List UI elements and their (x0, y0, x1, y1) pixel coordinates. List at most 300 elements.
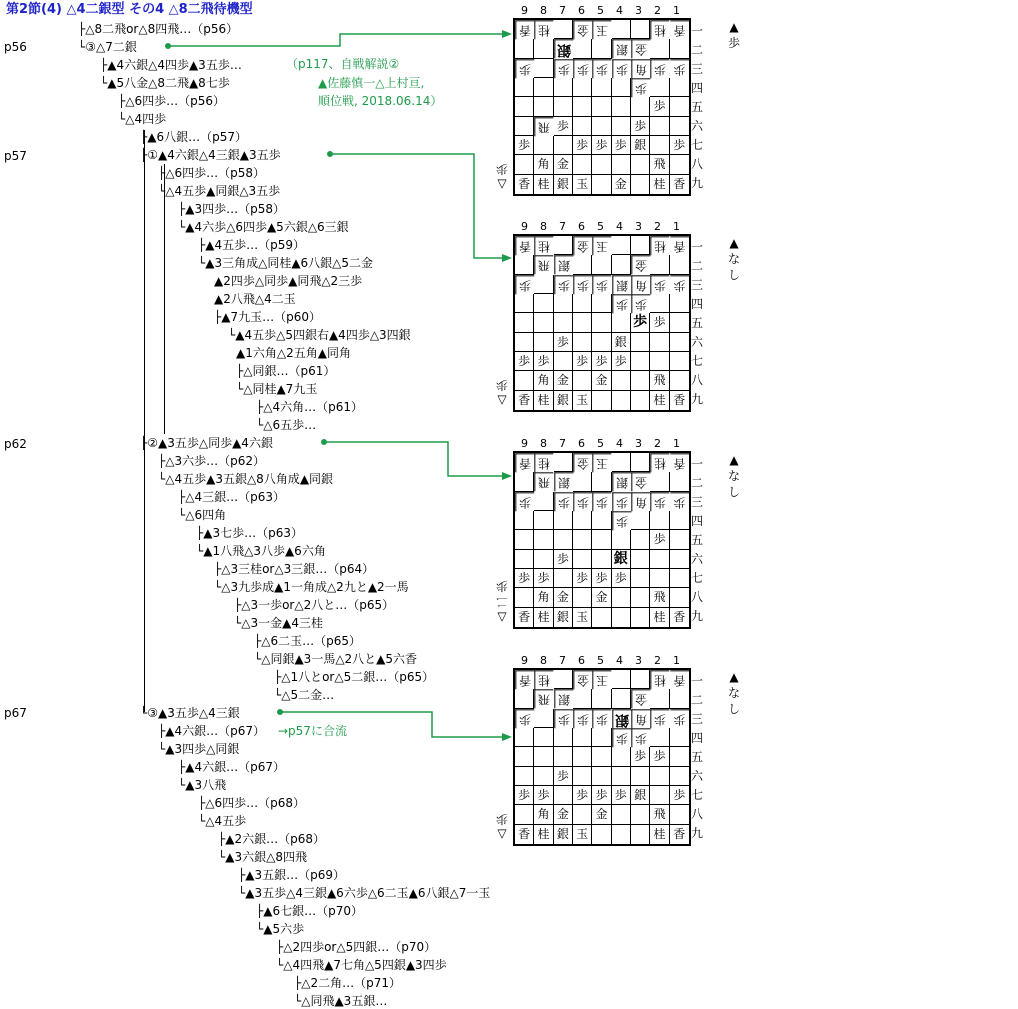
board-square: 歩 (631, 117, 650, 136)
board-square: 歩 (670, 136, 689, 155)
tree-line: ├△8二飛or△8四飛…（p56） (78, 22, 239, 36)
tree-line: ├△3三桂or△3三銀…（p64） (214, 562, 375, 576)
board-square (612, 805, 631, 824)
board-square (612, 313, 631, 332)
board-square: 歩 (592, 492, 611, 511)
gote-hand-piece: 歩 (496, 378, 509, 392)
board-square: 歩 (612, 294, 631, 313)
board-square (612, 255, 631, 274)
board-square: 歩 (573, 786, 592, 805)
board-square (554, 747, 573, 766)
board-square (592, 294, 611, 313)
board-square (515, 155, 534, 174)
tree-line: ├△6四歩…（p58） (158, 166, 265, 180)
board-square: 飛 (534, 472, 553, 491)
board-square: 飛 (534, 117, 553, 136)
board-square (515, 689, 534, 708)
board-row-number: 七 (691, 788, 704, 802)
board-square: 桂 (534, 391, 553, 410)
board-row-number: 四 (691, 731, 704, 745)
board-square: 歩 (612, 352, 631, 371)
board-square: 銀 (612, 472, 631, 491)
sente-hand-piece: な (727, 686, 740, 700)
tree-line: └△同銀▲3一馬△2八と▲5六香 (254, 652, 418, 666)
board-square (573, 588, 592, 607)
tree-line: └③▲3五歩△4三銀 (140, 706, 240, 720)
board-square: 歩 (631, 78, 650, 97)
board-square: 歩 (554, 709, 573, 728)
board-square: 玉 (573, 391, 592, 410)
tree-line: ├▲2六銀…（p68） (218, 832, 325, 846)
board-square: 歩 (612, 492, 631, 511)
board-square (573, 117, 592, 136)
tree-line: └▲5八金△8二飛▲8七歩 (100, 76, 230, 90)
board-square (592, 550, 611, 569)
board-square: 玉 (592, 236, 611, 255)
board-square: 桂 (650, 391, 669, 410)
board-column-number: 8 (540, 654, 547, 667)
tree-line: └△4五歩 (198, 814, 247, 828)
board-square (515, 78, 534, 97)
board-square (515, 39, 534, 58)
board-square: 歩 (592, 709, 611, 728)
board-square (592, 78, 611, 97)
board-square (573, 805, 592, 824)
board-square (515, 550, 534, 569)
board-square (554, 78, 573, 97)
board-square (650, 352, 669, 371)
board-square: 桂 (534, 20, 553, 39)
board-square: 玉 (573, 175, 592, 194)
board-square (592, 333, 611, 352)
board-square: 歩 (612, 569, 631, 588)
board-square (612, 453, 631, 472)
board-square (612, 530, 631, 549)
board-row-number: 二 (691, 476, 704, 490)
board-square: 銀 (631, 786, 650, 805)
board-column-number: 8 (540, 220, 547, 233)
board-square (650, 294, 669, 313)
board-square (650, 255, 669, 274)
note-players: ▲佐藤慎一△上村亘, (318, 76, 425, 90)
board-square (554, 569, 573, 588)
board-square: 飛 (650, 588, 669, 607)
board-square (612, 689, 631, 708)
arrowhead-4 (502, 733, 512, 741)
board-square (534, 333, 553, 352)
board-square (670, 333, 689, 352)
board-square: 歩 (631, 728, 650, 747)
board-row-number: 三 (691, 712, 704, 726)
board-square (650, 550, 669, 569)
board-square (670, 511, 689, 530)
connector-dot-4 (277, 709, 283, 715)
board-square (534, 275, 553, 294)
board-square: 香 (673, 826, 686, 841)
board-row-number: 三 (691, 278, 704, 292)
board-square (650, 39, 669, 58)
board-square (670, 747, 689, 766)
tree-line: ├△1八とor△5二銀…（p65） (274, 670, 435, 684)
board-square: 桂 (650, 453, 669, 472)
board-square (592, 530, 611, 549)
board-square (592, 728, 611, 747)
board-square: 歩 (534, 786, 553, 805)
tree-line: ├△4六角…（p61） (256, 400, 363, 414)
tree-line: ├▲3四歩…（p58） (178, 202, 285, 216)
board-row-number: 七 (691, 138, 704, 152)
board-row-number: 六 (691, 335, 704, 349)
board-square (573, 78, 592, 97)
board-square: 銀 (554, 472, 573, 491)
page-label-p56: p56 (4, 40, 27, 54)
board-square (670, 472, 689, 491)
tree-line: └▲5六歩 (256, 922, 305, 936)
board-square: 歩 (612, 786, 631, 805)
board-square: 歩 (554, 767, 573, 786)
tree-line: └▲4六歩△6四歩▲5六銀△6三銀 (178, 220, 349, 234)
board-square (515, 530, 534, 549)
gote-hand-piece: 歩 (496, 812, 509, 826)
sente-hand-piece: ▲ (729, 20, 739, 34)
board-row-number: 九 (691, 826, 704, 840)
board-column-number: 5 (597, 437, 604, 450)
board-square: 歩 (612, 59, 631, 78)
tree-line: ├▲6八銀…（p57） (140, 130, 247, 144)
board-square (670, 352, 689, 371)
board-square: 歩 (650, 530, 669, 549)
board-square (631, 825, 650, 844)
board-square (573, 155, 592, 174)
board-square: 角 (534, 155, 553, 174)
board-square (650, 569, 669, 588)
board-row-number: 一 (691, 674, 704, 688)
board-square: 飛 (534, 255, 553, 274)
board-square (534, 78, 553, 97)
board-square (515, 767, 534, 786)
page-label-p67: p67 (4, 706, 27, 720)
board-square: 金 (592, 371, 611, 390)
board-column-number: 6 (578, 654, 585, 667)
board-square: 玉 (592, 20, 611, 39)
connector-3 (324, 442, 506, 476)
board-square: 金 (554, 588, 573, 607)
board-square (515, 333, 534, 352)
board-square (631, 767, 650, 786)
connector-dot-2 (327, 151, 333, 157)
board-row-number: 二 (691, 43, 704, 57)
board-square (631, 805, 650, 824)
board-square: 銀 (554, 391, 573, 410)
board-square: 銀 (631, 136, 650, 155)
board-square (554, 786, 573, 805)
board-square: 金 (554, 805, 573, 824)
board-square (631, 670, 650, 689)
board-square (592, 472, 611, 491)
board-row-number: 六 (691, 119, 704, 133)
board-column-number: 1 (673, 220, 680, 233)
board-column-number: 7 (559, 220, 566, 233)
board-square: 桂 (650, 825, 669, 844)
board-square: 銀 (554, 825, 573, 844)
board-square: 歩 (592, 136, 611, 155)
board-square (670, 569, 689, 588)
board-square: 歩 (554, 117, 573, 136)
board-square: 桂 (534, 825, 553, 844)
tree-line: ├▲3五銀…（p69） (238, 868, 345, 882)
board-square (612, 117, 631, 136)
board-row-number: 八 (691, 373, 704, 387)
board-square: 香 (673, 392, 686, 407)
board-square: 桂 (650, 670, 669, 689)
board-square: 香 (515, 670, 534, 689)
board-square (573, 767, 592, 786)
board-square: 金 (592, 805, 611, 824)
tree-line: └▲1八飛△3八歩▲6六角 (196, 544, 326, 558)
board-square: 歩 (554, 492, 573, 511)
board-square (534, 709, 553, 728)
board-square: 銀 (612, 550, 631, 569)
board-square: 金 (631, 472, 650, 491)
tree-line: └△4四飛▲7七角△5四銀▲3四歩 (276, 958, 447, 972)
board-column-number: 8 (540, 437, 547, 450)
arrowhead-1 (502, 30, 512, 38)
board-square: 銀 (612, 333, 631, 352)
board-square: 香 (515, 175, 534, 194)
tree-line: ▲1六角△2五角▲同角 (236, 346, 351, 360)
board-square: 歩 (515, 352, 534, 371)
board-square (534, 294, 553, 313)
board-square (592, 97, 611, 116)
board-square (650, 767, 669, 786)
board-square (670, 39, 689, 58)
board-square: 玉 (592, 453, 611, 472)
board-square: 桂 (650, 175, 669, 194)
board-square (592, 689, 611, 708)
board-square (534, 550, 553, 569)
board-square: 香 (515, 236, 534, 255)
tree-line: ├△2四歩or△5四銀…（p70） (276, 940, 437, 954)
board-square (670, 313, 689, 332)
board-square: 歩 (573, 275, 592, 294)
board-square: 歩 (612, 136, 631, 155)
sente-hand-piece: し (727, 702, 740, 716)
tree-line: └△4五歩▲3五銀△8八角成▲同銀 (158, 472, 334, 486)
board-column-number: 5 (597, 4, 604, 17)
board-square: 歩 (650, 492, 669, 511)
board-column-number: 3 (635, 654, 642, 667)
tree-line: └▲3四歩△同銀 (158, 742, 240, 756)
board-square: 歩 (515, 492, 534, 511)
tree-line: ├△3六歩…（p62） (158, 454, 265, 468)
sente-hand-piece: し (727, 485, 740, 499)
tree-line: └△3一金▲4三桂 (234, 616, 323, 630)
board-column-number: 4 (616, 4, 623, 17)
board-square (670, 588, 689, 607)
board-square (650, 689, 669, 708)
page-label-p57: p57 (4, 149, 27, 163)
board-square (515, 511, 534, 530)
tree-line: ├△3一歩or△2八と…（p65） (234, 598, 395, 612)
tree-line: ▲2八飛△4二玉 (214, 292, 296, 306)
board-square (670, 371, 689, 390)
board-square: 歩 (670, 786, 689, 805)
board-square (670, 689, 689, 708)
board-column-number: 4 (616, 654, 623, 667)
arrowhead-3 (502, 472, 512, 480)
board-square (592, 313, 611, 332)
board-row-number: 五 (691, 316, 704, 330)
board-square: 歩 (573, 136, 592, 155)
board-square: 歩 (650, 709, 669, 728)
board-square: 飛 (650, 155, 669, 174)
board-square (631, 155, 650, 174)
board-square (515, 117, 534, 136)
board-square: 銀 (612, 709, 631, 728)
board-square: 歩 (573, 569, 592, 588)
board-square (650, 333, 669, 352)
board-square: 歩 (631, 294, 650, 313)
gote-hand-piece: △ (497, 178, 507, 192)
board-square (592, 608, 611, 627)
board-column-number: 4 (616, 220, 623, 233)
tree-line: ├△同銀…（p61） (236, 364, 336, 378)
tree-line: └▲3五歩△4三銀▲6六歩△6二玉▲6八銀△7一玉 (238, 886, 491, 900)
board-column-number: 3 (635, 4, 642, 17)
board-square: 桂 (650, 20, 669, 39)
board-square (631, 511, 650, 530)
board-square: 歩 (612, 728, 631, 747)
board-square (534, 136, 553, 155)
board-square (650, 117, 669, 136)
board-square (573, 728, 592, 747)
tree-line: ├▲4六銀…（p67） (178, 760, 285, 774)
board-square: 香 (670, 20, 689, 39)
board-square: 香 (670, 236, 689, 255)
board-square (534, 39, 553, 58)
board-square: 歩 (612, 511, 631, 530)
shogi-board (513, 234, 691, 412)
board-column-number: 8 (540, 4, 547, 17)
board-square (515, 371, 534, 390)
sente-hand-piece: ▲ (729, 453, 739, 467)
board-row-number: 一 (691, 240, 704, 254)
board-square (554, 136, 573, 155)
board-square: 歩 (573, 59, 592, 78)
board-row-number: 六 (691, 769, 704, 783)
board-square (631, 530, 650, 549)
board-square (534, 767, 553, 786)
board-square (515, 255, 534, 274)
board-square (650, 786, 669, 805)
board-column-number: 6 (578, 220, 585, 233)
board-row-number: 四 (691, 514, 704, 528)
board-square (670, 294, 689, 313)
board-square (573, 689, 592, 708)
board-square (592, 511, 611, 530)
board-square (670, 728, 689, 747)
sente-hand-piece: し (727, 268, 740, 282)
board-column-number: 6 (578, 437, 585, 450)
board-square: 歩 (592, 352, 611, 371)
tree-line: └▲3六銀△8四飛 (218, 850, 307, 864)
board-square (573, 313, 592, 332)
board-square: 桂 (534, 608, 553, 627)
board-square (631, 588, 650, 607)
board-row-number: 三 (691, 495, 704, 509)
board-square (650, 78, 669, 97)
board-square (670, 117, 689, 136)
board-square (631, 175, 650, 194)
board-square (612, 155, 631, 174)
board-square (554, 530, 573, 549)
board-row-number: 五 (691, 750, 704, 764)
board-square (670, 155, 689, 174)
board-square: 金 (612, 175, 631, 194)
tree-line: ├△6四歩…（p68） (198, 796, 305, 810)
board-column-number: 9 (521, 437, 528, 450)
board-row-number: 二 (691, 693, 704, 707)
board-square (631, 453, 650, 472)
board-square: 金 (573, 670, 592, 689)
board-square: 歩 (554, 550, 573, 569)
board-square: 飛 (650, 371, 669, 390)
board-square: 玉 (592, 670, 611, 689)
board-square (592, 39, 611, 58)
board-square (631, 20, 650, 39)
board-square: 歩 (650, 97, 669, 116)
board-square (612, 20, 631, 39)
board-row-number: 三 (691, 62, 704, 76)
note-date: 順位戦, 2018.06.14） (318, 94, 443, 108)
board-square: 香 (670, 453, 689, 472)
board-square (554, 97, 573, 116)
board-row-number: 七 (691, 354, 704, 368)
board-row-number: 九 (691, 609, 704, 623)
board-square: 歩 (631, 313, 650, 332)
board-square (612, 391, 631, 410)
board-square (534, 728, 553, 747)
connector-dot-1 (165, 43, 171, 49)
board-square: 歩 (650, 275, 669, 294)
board-row-number: 八 (691, 590, 704, 604)
board-square: 銀 (554, 39, 573, 58)
board-square (650, 728, 669, 747)
tree-line: └△6五歩… (256, 418, 317, 432)
tree-line: ├▲4六銀△4四歩▲3五歩… (100, 58, 242, 72)
tree-line: └△3九歩成▲1一角成△2九と▲2一馬 (214, 580, 409, 594)
tree-line: ├②▲3五歩△同歩▲4六銀 (140, 436, 273, 450)
board-row-number: 五 (691, 533, 704, 547)
board-square: 香 (515, 608, 534, 627)
board-square (592, 825, 611, 844)
board-square: 歩 (592, 275, 611, 294)
board-square (612, 608, 631, 627)
tree-line: └△4五歩▲同銀△3五歩 (158, 184, 281, 198)
board-square: 銀 (554, 175, 573, 194)
board-square (612, 236, 631, 255)
gote-hand-piece: △ (497, 394, 507, 408)
board-square: 歩 (592, 59, 611, 78)
board-square: 角 (534, 588, 553, 607)
board-square (534, 511, 553, 530)
gote-hand-piece: 歩 (496, 579, 509, 593)
board-square: 銀 (554, 689, 573, 708)
board-square (573, 97, 592, 116)
board-square: 金 (573, 453, 592, 472)
board-row-number: 九 (691, 392, 704, 406)
board-row-number: 四 (691, 297, 704, 311)
